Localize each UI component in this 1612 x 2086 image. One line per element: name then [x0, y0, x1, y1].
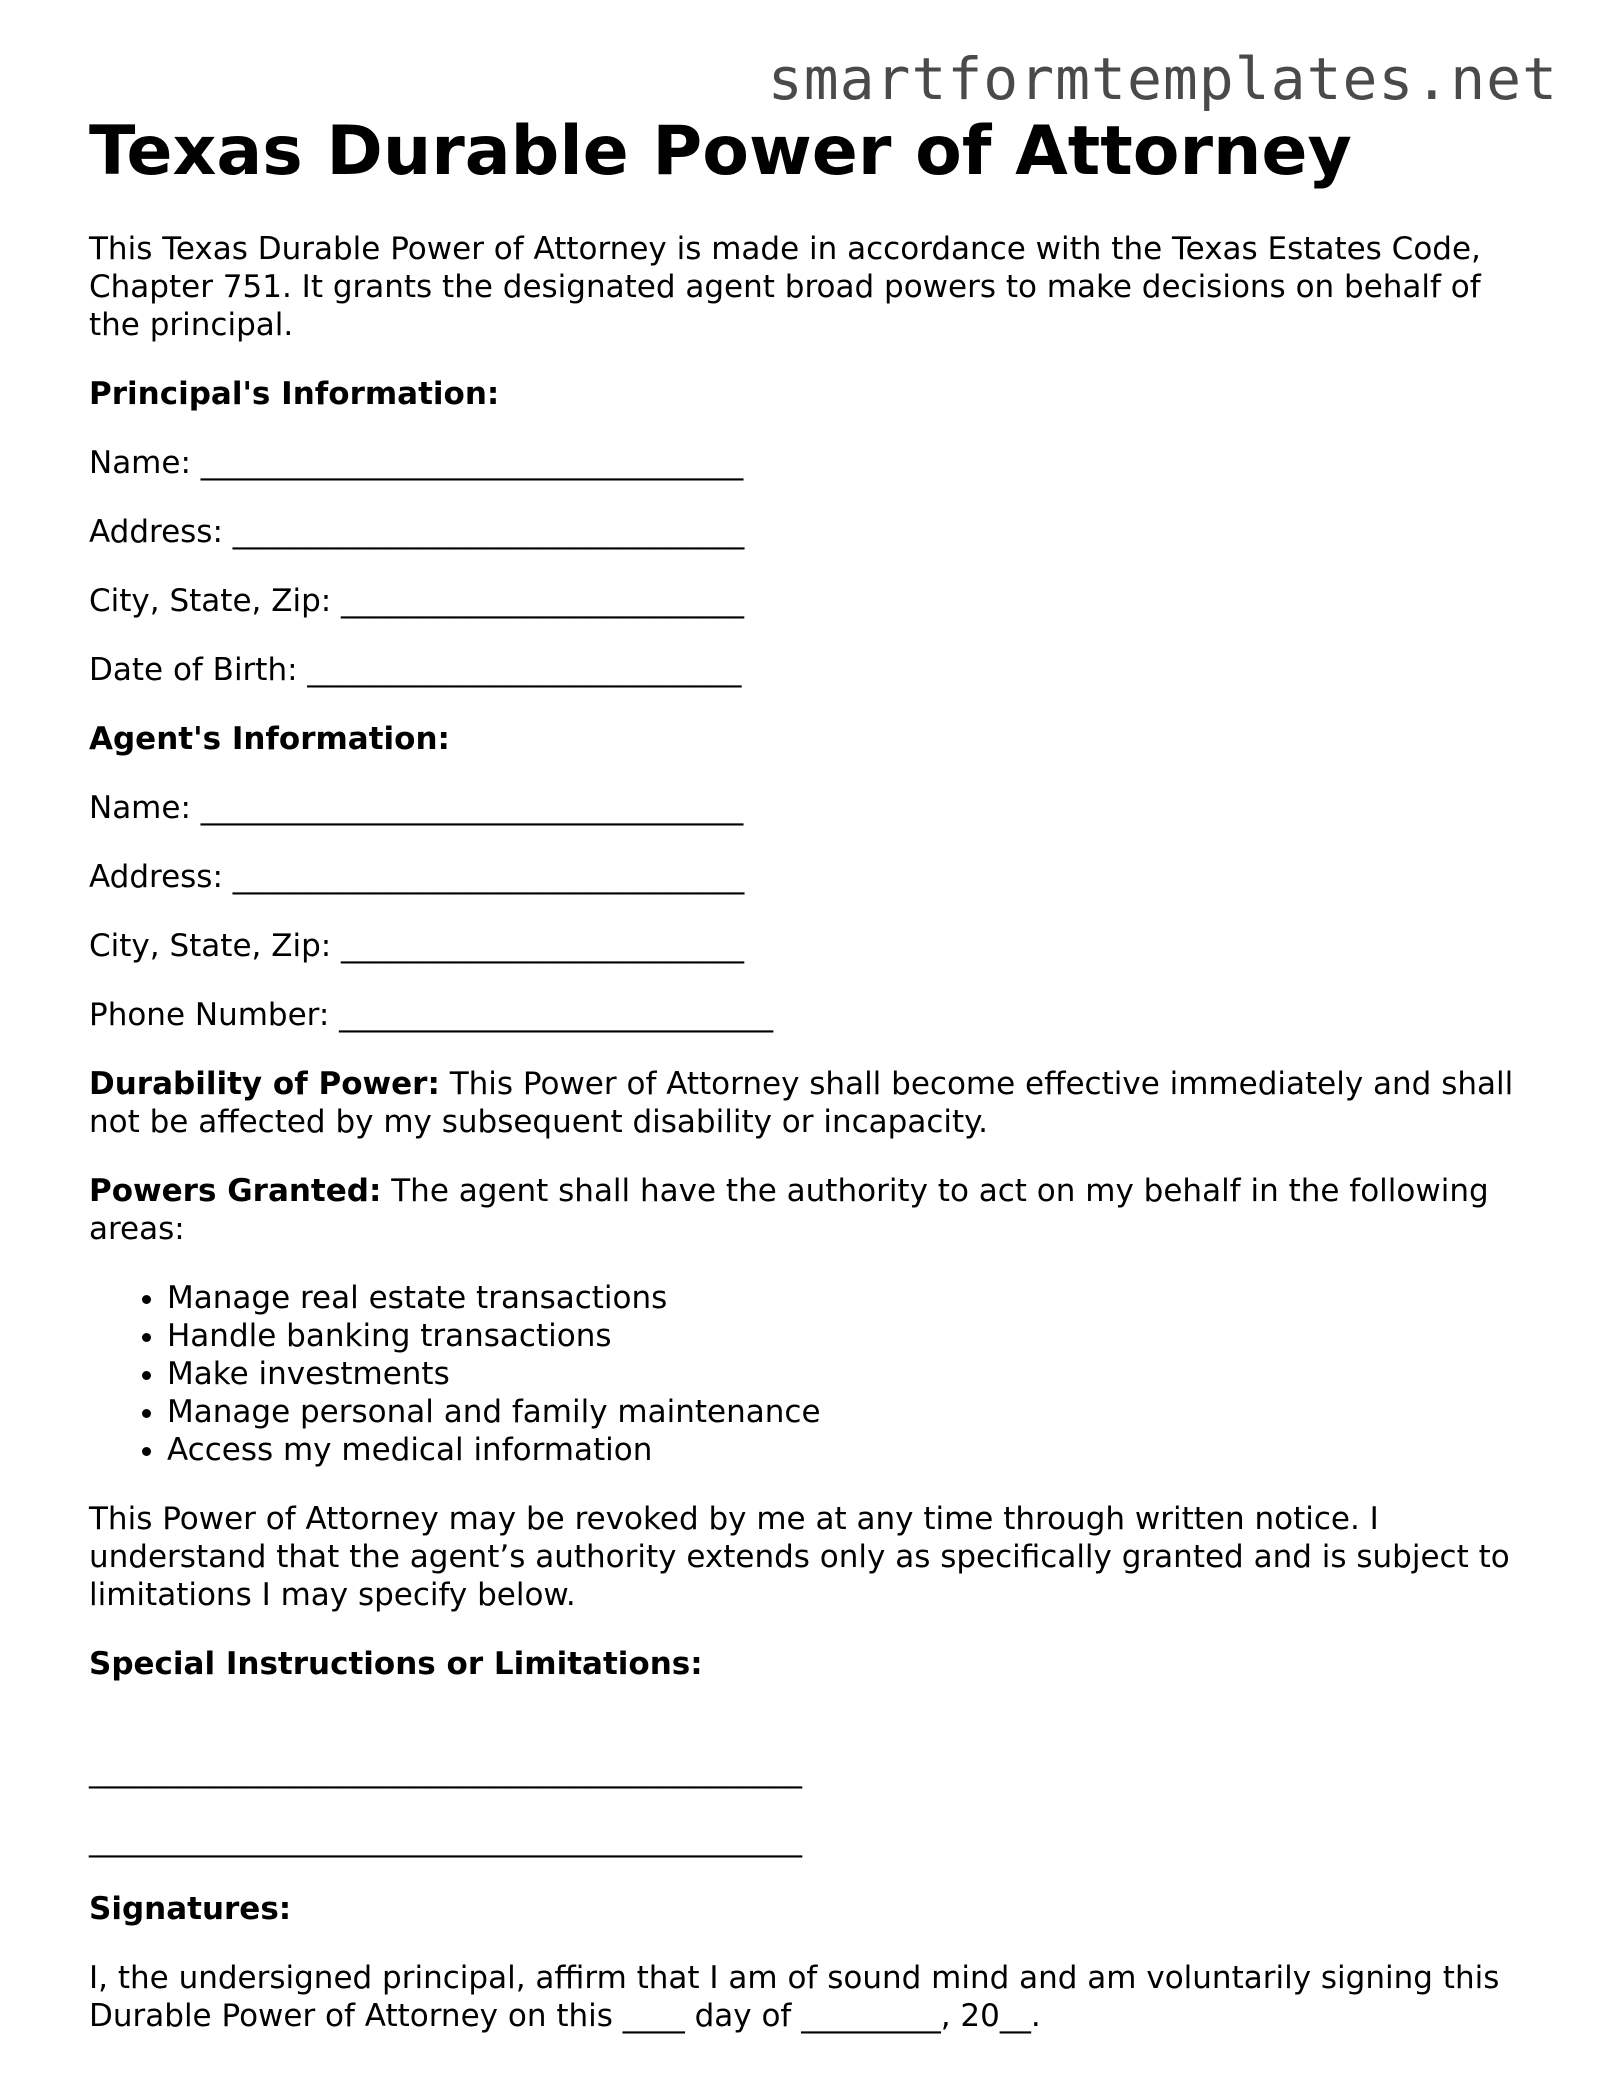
- principal-heading: Principal's Information:: [89, 376, 500, 412]
- list-item: • Make investments: [167, 1355, 1529, 1393]
- agent-city-field: City, State, Zip: __________________________: [89, 928, 745, 964]
- signatures-paragraph: I, the undersigned principal, affirm that I am of sound mind and am voluntarily signing this Durable Power of Attorney on this ____ day of _________, 20__.: [89, 1960, 1500, 2034]
- document-title: Texas Durable Power of Attorney: [89, 112, 1352, 191]
- document-page: [89, 112, 1529, 2035]
- agent-name-field: Name: ___________________________________: [89, 790, 744, 826]
- durability-text: This Power of Attorney shall become effective immediately and shall not be affected by my subsequent disability or incapacity.: [89, 1066, 1514, 1140]
- durability-paragraph: [89, 1065, 1529, 1141]
- principal-city-field: City, State, Zip: __________________________: [89, 583, 745, 619]
- agent-heading: Agent's Information:: [89, 721, 450, 757]
- powers-lead: Powers Granted:: [89, 1173, 382, 1209]
- list-item: • Manage personal and family maintenance: [167, 1393, 1529, 1431]
- principal-name-field: Name: ___________________________________: [89, 445, 744, 481]
- agent-phone-field: Phone Number: ____________________________: [89, 997, 774, 1033]
- agent-address-field: Address: _________________________________: [89, 859, 745, 895]
- list-item: • Handle banking transactions: [167, 1317, 1529, 1355]
- list-item: • Manage real estate transactions: [167, 1279, 1529, 1317]
- powers-text: The agent shall have the authority to act on my behalf in the following areas:: [89, 1173, 1489, 1247]
- intro-paragraph: This Texas Durable Power of Attorney is made in accordance with the Texas Estates Code, Chapter 751. It grants the designated agent broad powers to make decisions on behalf of the principal.: [89, 231, 1481, 343]
- principal-dob-field: Date of Birth: ____________________________: [89, 652, 742, 688]
- signatures-heading: Signatures:: [89, 1891, 292, 1927]
- special-instructions-line-1: ______________________________________________: [89, 1753, 802, 1789]
- watermark-site-name: smartformtemplates.net: [767, 45, 1558, 113]
- powers-paragraph: [89, 1172, 1529, 1248]
- principal-address-field: Address: _________________________________: [89, 514, 745, 550]
- powers-list: [89, 1279, 1529, 1469]
- special-instructions-heading: Special Instructions or Limitations:: [89, 1646, 703, 1682]
- durability-lead: Durability of Power:: [89, 1066, 440, 1102]
- special-instructions-line-2: ______________________________________________: [89, 1822, 802, 1858]
- list-item: • Access my medical information: [167, 1431, 1529, 1469]
- revocation-paragraph: This Power of Attorney may be revoked by me at any time through written notice. I understand that the agent’s authority extends only as specifically granted and is subject to limitations I may specify below.: [89, 1501, 1510, 1613]
